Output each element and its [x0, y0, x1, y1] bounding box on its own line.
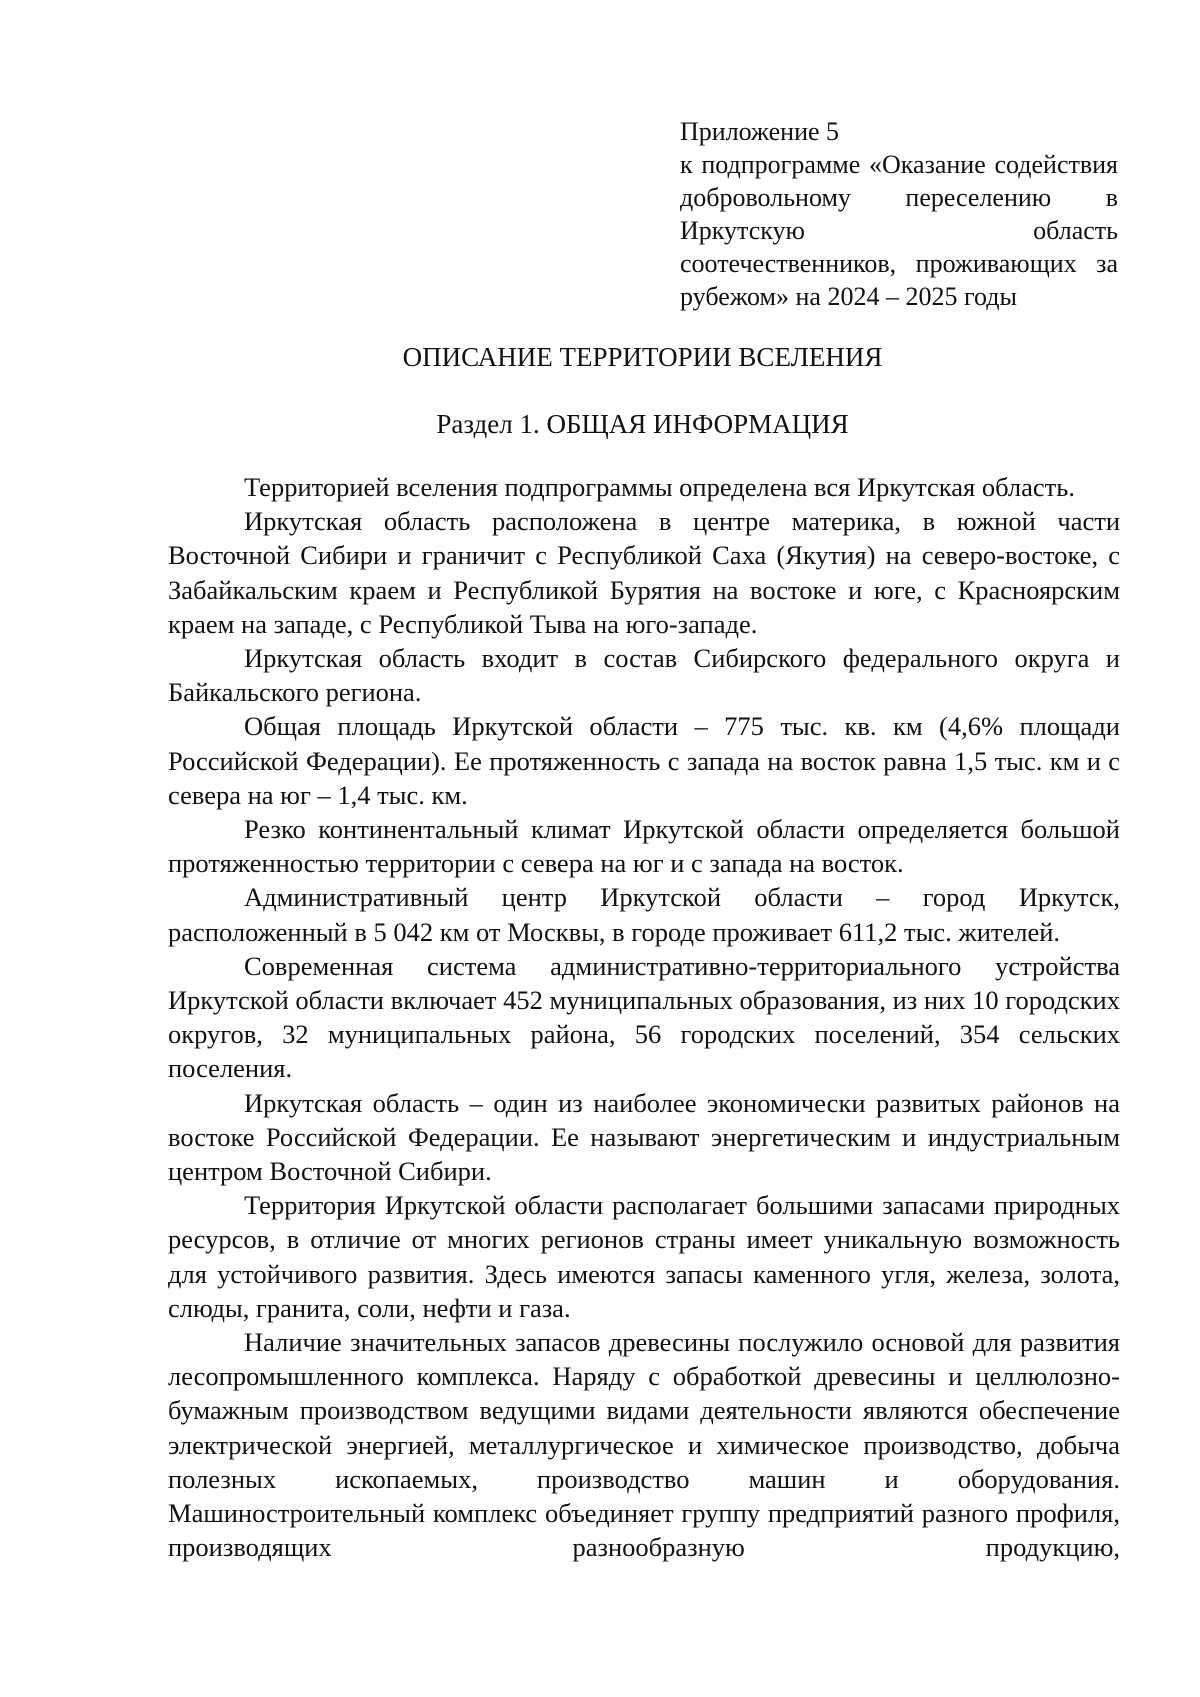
section-title: Раздел 1. ОБЩАЯ ИНФОРМАЦИЯ — [436, 409, 849, 439]
appendix-number: Приложение 5 — [680, 117, 840, 146]
paragraph: Современная система административно-территориального устройства Иркутской области включает 452 муниципальных образования, из них 10 городских округов, 32 муниципальных района, 56 городских поселений, 354 сельских поселения. — [168, 950, 1120, 1084]
paragraph: Иркутская область – один из наиболее экономически развитых районов на востоке Российской Федерации. Ее называют энергетическим и индустриальным центром Восточной Сибири. — [168, 1087, 1120, 1187]
paragraph: Территорией вселения подпрограммы определена вся Иркутская область. — [244, 472, 1075, 502]
appendix-reference: к подпрограмме «Оказание содействия добровольному переселению в Иркутскую область соотечественников, проживающих за рубежом» на 2024 – 2025 годы — [680, 150, 1118, 311]
paragraph: Иркутская область входит в состав Сибирского федерального округа и Байкальского региона. — [168, 643, 1120, 708]
paragraph: Резко континентальный климат Иркутской области определяется большой протяженностью территории с севера на юг и с запада на восток. — [168, 814, 1120, 879]
document-body — [168, 470, 1120, 1565]
paragraph: Общая площадь Иркутской области – 775 тыс. кв. км (4,6% площади Российской Федерации). Ее протяженность с запада на восток равна 1,5 тыс. км и с севера на юг – 1,4 тыс. км. — [168, 711, 1120, 810]
document-title: ОПИСАНИЕ ТЕРРИТОРИИ ВСЕЛЕНИЯ — [402, 342, 883, 372]
paragraph: Административный центр Иркутской области – город Иркутск, расположенный в 5 042 км от Москвы, в городе проживает 611,2 тыс. жителей. — [168, 882, 1120, 947]
paragraph: Иркутская область расположена в центре материка, в южной части Восточной Сибири и граничит с Республикой Саха (Якутия) на северо-востоке, с Забайкальским краем и Республикой Бурятия на востоке и юге, с Красноярским краем на западе, с Республикой Тыва на юго-западе. — [168, 506, 1120, 639]
paragraph: Наличие значительных запасов древесины послужило основой для развития лесопромышленного комплекса. Наряду с обработкой древесины и целлюлозно-бумажным производством ведущими видами деятельности являются обеспечение электрической энергией, металлургическое и химическое производство, добыча полезных ископаемых, производство машин и оборудования. Машиностроительный комплекс объединяет группу предприятий разного профиля, производящих разнообразную продукцию, — [168, 1327, 1120, 1563]
appendix-block — [680, 115, 1118, 313]
paragraph: Территория Иркутской области располагает большими запасами природных ресурсов, в отличие от многих регионов страны имеет уникальную возможность для устойчивого развития. Здесь имеются запасы каменного угля, железа, золота, слюды, гранита, соли, нефти и газа. — [168, 1190, 1120, 1323]
